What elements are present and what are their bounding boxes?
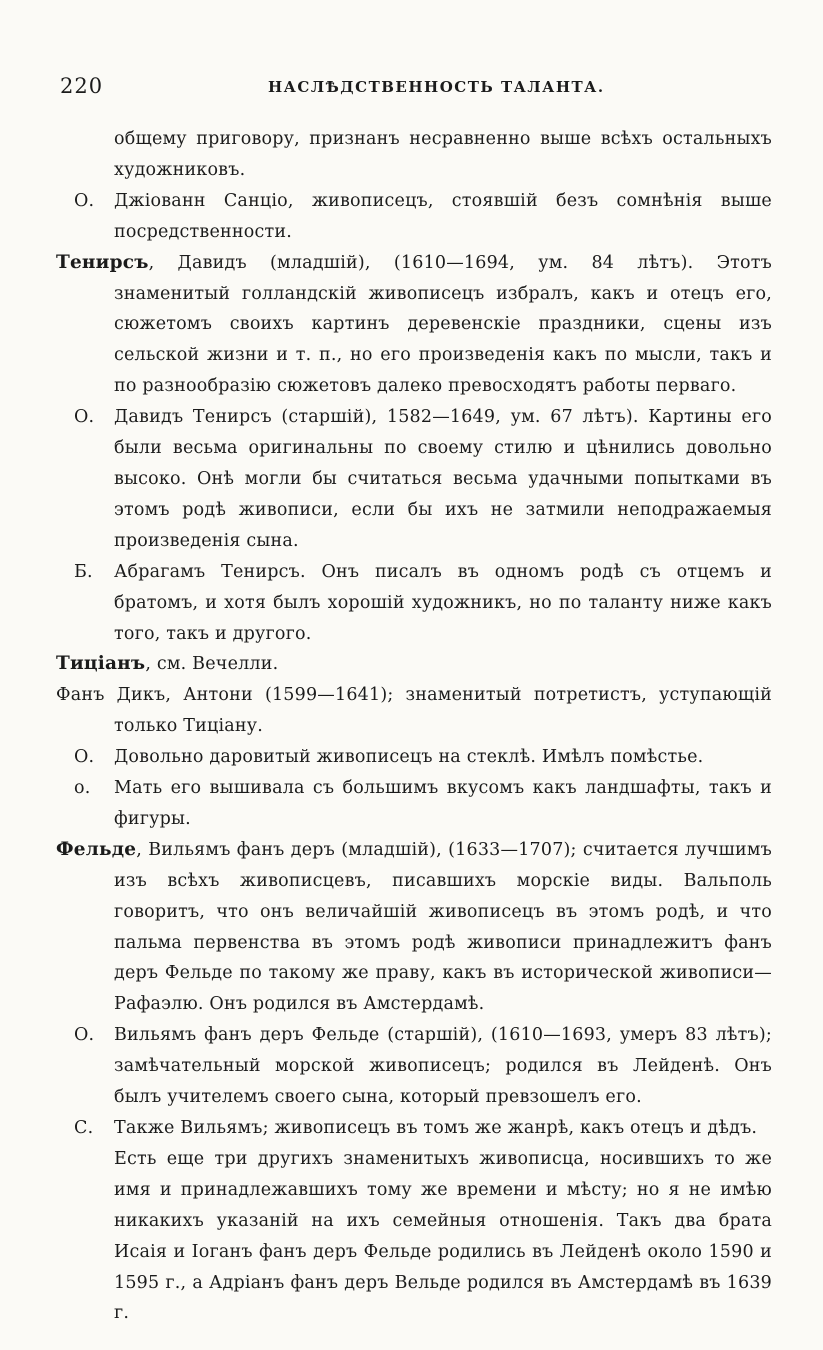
entry-text: Мать его вышивала съ большимъ вкусомъ какъ ландшафты, такъ и фигуры.	[114, 778, 772, 829]
entry-relative	[56, 1020, 772, 1113]
entry-text: Джіованн Санціо, живописецъ, стоявшій безъ сомнѣнія выше посредственности.	[114, 190, 772, 242]
entry-main: Фанъ Дикъ, Антони (1599—1641); знаменитый потретистъ, уступающій только Тиціану.	[56, 685, 772, 737]
note-paragraph: Есть еще три другихъ знаменитыхъ живописца, носившихъ то же имя и принадлежавшихъ тому же времени и мѣсту; но я не имѣю никакихъ указаній на ихъ семейныя отношенія. Такъ два брата Исаія и Іоганъ фанъ деръ Фельде родились въ Лейденѣ около 1590 и 1595 г., а Адріанъ фанъ деръ Вельде родился въ Амстердамѣ въ 1639 г.	[114, 1148, 772, 1324]
relation-label: О.	[74, 747, 95, 768]
entry-name: Фельде	[56, 838, 137, 860]
entry-text: , Давидъ (младшій), (1610—1694, ум. 84 лѣтъ). Этотъ знаменитый голландскій живописецъ избралъ, какъ и отецъ его, сюжетомъ своихъ картинъ деревенскіе праздники, сцены изъ сельской жизни и т. п., но его произведенія какъ по мысли, такъ и по разнообразію сюжетовъ далеко превосходятъ работы перваго.	[114, 252, 772, 397]
entry-relative	[56, 402, 772, 557]
entry-text: , см. Вечелли.	[145, 654, 279, 675]
entry-relative	[56, 557, 772, 650]
relation-label: О.	[74, 190, 95, 211]
page-header	[60, 74, 770, 106]
entry-text: Довольно даровитый живописецъ на стеклѣ. Имѣлъ помѣстье.	[114, 747, 704, 768]
entry-text: Давидъ Тенирсъ (старшій), 1582—1649, ум. 67 лѣтъ). Картины его были весьма оригинальны по своему стилю и цѣнились довольно высоко. Онѣ могли бы считаться весьма удачными попытками въ этомъ родѣ живописи, если бы ихъ не затмили неподражаемыя произведенія сына.	[114, 407, 772, 551]
page-number: 220	[60, 74, 104, 98]
relation-label: С.	[74, 1118, 94, 1138]
entry-text: Абрагамъ Тенирсъ. Онъ писалъ въ одномъ родѣ съ отцемъ и братомъ, и хотя былъ хорошій художникъ, но по таланту ниже какъ того, такъ и другого.	[114, 561, 772, 644]
relation-label: Б.	[74, 561, 93, 582]
entry-text: , Вильямъ фанъ деръ (младшій), (1633—1707); считается лучшимъ изъ всѣхъ живописцевъ, писавшихъ морскіе виды. Вальполь говоритъ, что онъ величайшій живописецъ въ этомъ родѣ, и что пальма первенства въ этомъ родѣ живописи принадлежитъ фанъ деръ Фельде по такому же праву, какъ въ исторической живописи—Рафаэлю. Онъ родился въ Амстердамѣ.	[114, 839, 772, 1015]
relation-label: о.	[74, 778, 91, 799]
entry-main	[56, 248, 772, 403]
page-body	[56, 124, 772, 1329]
continued-paragraph: общему приговору, признанъ несравненно выше всѣхъ остальныхъ художниковъ.	[114, 129, 772, 180]
entry-relative	[56, 186, 772, 248]
entry-text: Вильямъ фанъ деръ Фельде (старшій), (1610—1693, умеръ 83 лѣтъ); замѣчательный морской живописецъ; родился въ Лейденѣ. Онъ былъ учителемъ своего сына, который превзошелъ его.	[114, 1025, 772, 1108]
entry-relative	[56, 742, 772, 773]
entry-name: Тиціанъ	[56, 653, 146, 675]
entry-main	[56, 649, 772, 680]
running-title: НАСЛѢДСТВЕННОСТЬ ТАЛАНТА.	[268, 78, 605, 96]
relation-label: О.	[74, 407, 95, 428]
entry-text: Также Вильямъ; живописецъ въ томъ же жанрѣ, какъ отецъ и дѣдъ.	[114, 1118, 758, 1138]
entry-name: Тенирсъ	[56, 251, 149, 273]
entry-main	[56, 835, 772, 1020]
entry-relative	[56, 1113, 772, 1144]
entry-relative	[56, 773, 772, 835]
relation-label: О.	[74, 1025, 95, 1046]
